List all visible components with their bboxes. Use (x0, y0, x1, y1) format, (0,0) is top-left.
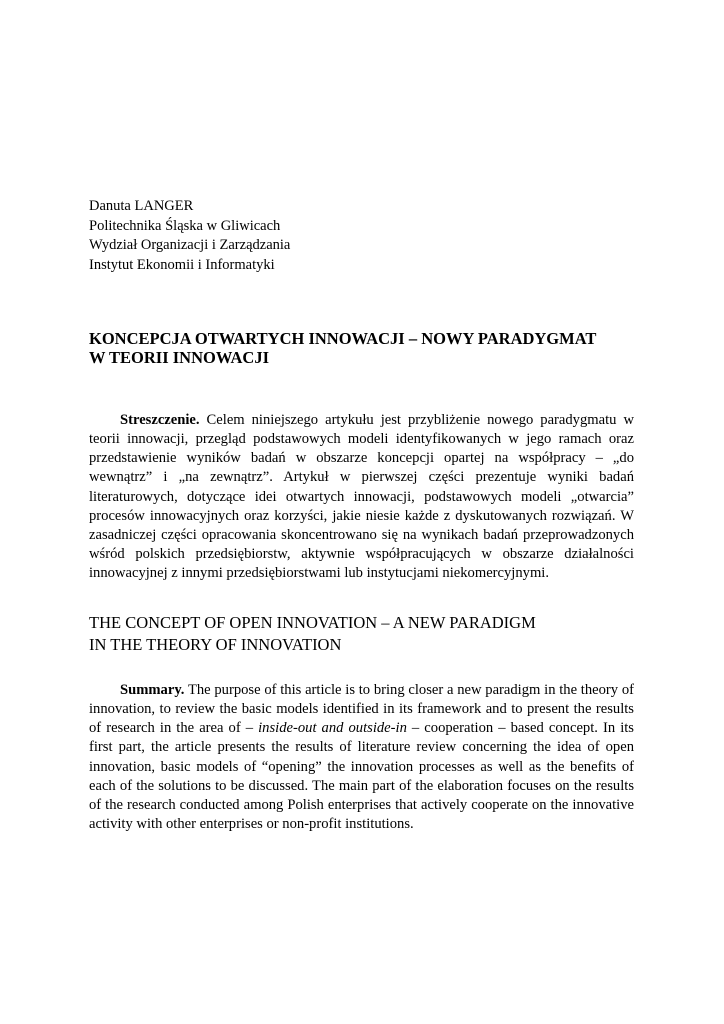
abstract-english-text-after: – cooperation – based concept. In its first part, the article presents the results of literature review concerning the idea of open innovation, basic models of “opening” the innovation processes as well as the benefits of each of the solutions to be discussed. The main part of the elaboration focuses on the results of the research conducted among Polish enterprises that actively cooperate on the innovative activity with other enterprises or non-profit institutions. (89, 720, 634, 833)
author-name: Danuta LANGER (89, 198, 194, 214)
abstract-polish-label: Streszczenie. (120, 412, 200, 428)
abstract-polish-text: Celem niniejszego artykułu jest przybliżenie nowego paradygmatu w teorii innowacji, przegląd podstawowych modeli identyfikowanych w jego ramach oraz przedstawienie wyników badań w obszarze koncepcji opartej na współpracy – „do wewnątrz” i „na zewnątrz”. Artykuł w pierwszej części prezentuje wyniki badań literaturowych, dotyczące idei otwartych innowacji, podstawowych modeli „otwarcia” procesów innowacyjnych oraz korzyści, jakie niesie każde z dyskutowanych rozwiązań. W zasadniczej części opracowania skoncentrowano się na wynikach badań przeprowadzonych wśród polskich przedsiębiorstw, aktywnie współpracujących w obszarze działalności innowacyjnej z innymi przedsiębiorstwami lub instytucjami niekomercyjnymi. (89, 412, 634, 582)
title-english-line1: THE CONCEPT OF OPEN INNOVATION – A NEW PARADIGM (89, 613, 536, 632)
title-polish-line2: W TEORII INNOWACJI (89, 348, 270, 367)
abstract-english (89, 681, 634, 834)
abstract-english-label: Summary. (120, 682, 185, 698)
abstract-english-emphasis: inside-out and outside-in (258, 720, 407, 737)
title-polish (89, 329, 634, 367)
abstract-english-text-before: The purpose of this article is to bring closer a new paradigm in the theory of innovation, to review the basic models identified in its framework and to present the results of research in the area of – (89, 682, 634, 737)
title-polish-line1: KONCEPCJA OTWARTYCH INNOWACJI – NOWY PARADYGMAT (89, 329, 597, 348)
title-english (89, 612, 634, 656)
faculty-name: Wydział Organizacji i Zarządzania (89, 237, 291, 254)
university-name: Politechnika Śląska w Gliwicach (89, 217, 281, 234)
author-affiliation (89, 197, 634, 275)
institute-name: Instytut Ekonomii i Informatyki (89, 256, 275, 273)
title-english-line2: IN THE THEORY OF INNOVATION (89, 635, 342, 654)
abstract-polish (89, 411, 634, 583)
